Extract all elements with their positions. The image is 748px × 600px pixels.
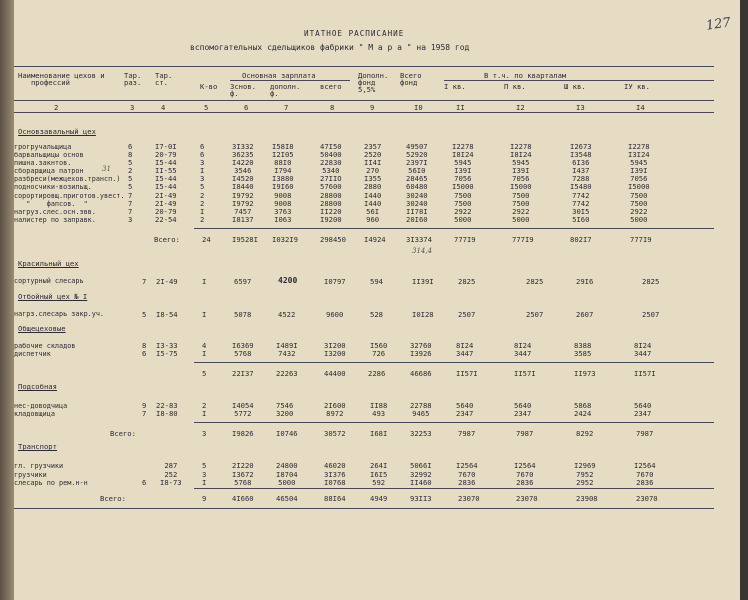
total-dfond: I68I bbox=[370, 429, 388, 438]
section-rows-labels: рабочие складов диспетчик bbox=[14, 342, 76, 358]
cell-vsego: 9600 bbox=[326, 310, 344, 319]
header-name: Наименование цехов и профессий bbox=[18, 71, 105, 88]
total-vsego: 298450 bbox=[320, 235, 346, 244]
total-q4: 7987 bbox=[636, 429, 654, 438]
col-dfond: I560 726 bbox=[370, 341, 388, 358]
book-binding bbox=[0, 0, 14, 600]
cell-razr: 7 bbox=[142, 277, 147, 286]
col-kvo: 6 6 3 I 3 5 2 2 I 2 bbox=[200, 142, 205, 224]
col-q1: 5640 2347 bbox=[456, 401, 474, 418]
header-top-rule bbox=[14, 66, 714, 67]
col-kvo: 4 I bbox=[202, 341, 207, 358]
header-quarters-group: В т.ч. по кварталам bbox=[484, 71, 567, 80]
total-osn: 22I37 bbox=[232, 369, 254, 378]
col-q1: 8I24 3447 bbox=[456, 341, 474, 358]
total-label: Всего: bbox=[100, 494, 126, 503]
total-dfond: I4924 bbox=[364, 235, 386, 244]
colnum: 4 bbox=[161, 103, 166, 112]
total-q2: 7987 bbox=[516, 429, 534, 438]
total-vsego: 88I64 bbox=[324, 494, 346, 503]
cell-dfond: 528 bbox=[370, 310, 383, 319]
cell-q4: 2825 bbox=[642, 277, 660, 286]
col-q1: I2278 I8I24 5945 I39I 7056 I5000 7500 7500 2922 5000 bbox=[452, 142, 474, 224]
cell-fond: II39I bbox=[412, 277, 434, 286]
col-dfond: II88 493 bbox=[370, 401, 388, 418]
col-q4: 8I24 3447 bbox=[634, 341, 652, 358]
total-q3: 23908 bbox=[576, 494, 598, 503]
cell-osn: 5078 bbox=[234, 310, 252, 319]
total-q2: 23070 bbox=[516, 494, 538, 503]
col-razr: 9 7 bbox=[142, 401, 147, 418]
document-subtitle: вспомогательных сдельщиков фабрики " М а р а " на 1958 год bbox=[190, 43, 470, 52]
cell-q2: 2507 bbox=[526, 310, 544, 319]
cell-dop: 4200 bbox=[278, 276, 298, 285]
colnum: I2 bbox=[516, 103, 525, 112]
col-kvo: 2 I bbox=[202, 401, 207, 418]
cell-razr: 5 bbox=[142, 310, 147, 319]
col-vsego: 47I50 50400 22830 5340 27IIO 57600 28800 28800 II220 I9200 bbox=[320, 142, 342, 224]
header-osn: Зснов. ф. bbox=[230, 82, 256, 99]
total-q1: 23070 bbox=[458, 494, 480, 503]
cell-q3: 29I6 bbox=[576, 277, 594, 286]
col-stav: I7-0I 20-79 I5-44 II-55 I5-44 I5-44 2I-49 2I-49 20-79 22-54 bbox=[155, 142, 177, 224]
total-rule bbox=[194, 488, 714, 489]
total-fond: 3I3374 bbox=[406, 235, 432, 244]
total-kvo: 24 bbox=[202, 235, 211, 244]
total-q4: 777I9 bbox=[630, 235, 652, 244]
header-dfond: Дополн. фонд 5,5% bbox=[358, 71, 389, 95]
colnum: 9 bbox=[370, 103, 375, 112]
col-stav: 22-83 I8-80 bbox=[156, 401, 178, 418]
handwritten-mark: 31 bbox=[102, 165, 111, 173]
total-q4: II57I bbox=[634, 369, 656, 378]
total-fond: 32253 bbox=[410, 429, 432, 438]
cell-stav: I8-54 bbox=[156, 310, 178, 319]
section-title: Отбойный цех № I bbox=[18, 292, 88, 301]
section-title: Основзавальный цех bbox=[18, 127, 96, 136]
cell-dop: 4522 bbox=[278, 310, 296, 319]
col-dfond: 2357 2520 II4I 270 I355 2880 I440 I440 56I 960 bbox=[364, 142, 382, 224]
cell-q1: 2825 bbox=[458, 277, 476, 286]
header-q2: П кв. bbox=[504, 82, 526, 91]
cell-q3: 2607 bbox=[576, 310, 594, 319]
section-rows-labels: грогручальщица барвальщицы основ пишна.закнтов. сборарщица патрон разбреси(межцехов.трансп.) подносчики-возильщ. сорортировщ.приготов.увест. " фапсов. " нагруз.слес.осн.эвв. налистер по заправк. bbox=[14, 143, 125, 224]
total-q3: 802I7 bbox=[570, 235, 592, 244]
total-dop: I032I9 bbox=[272, 235, 298, 244]
col-osn: I6369 5768 bbox=[232, 341, 254, 358]
total-kvo: 5 bbox=[202, 369, 207, 378]
col-q2: I2564 7670 2836 bbox=[514, 461, 536, 487]
row-label: сортурный слесарь bbox=[14, 277, 84, 285]
col-q4: 5640 2347 bbox=[634, 401, 652, 418]
cell-stav: 2I-49 bbox=[156, 277, 178, 286]
section-title: Подсобная bbox=[18, 382, 57, 391]
cell-fond: I0I28 bbox=[412, 310, 434, 319]
colnum: II bbox=[456, 103, 465, 112]
col-osn: I4054 5772 bbox=[232, 401, 254, 418]
section-rows-labels: гл. грузчики грузчики слесарь по рем.н-н bbox=[14, 462, 88, 487]
header-razr: Тар. раз. bbox=[124, 71, 142, 88]
total-rule bbox=[194, 362, 714, 363]
cell-kvo: I bbox=[202, 277, 207, 286]
col-q2: 5640 2347 bbox=[514, 401, 532, 418]
colnum: I4 bbox=[636, 103, 645, 112]
total-fond: 93II3 bbox=[410, 494, 432, 503]
col-q3: 5868 2424 bbox=[574, 401, 592, 418]
header-fond: Всего фонд bbox=[400, 71, 422, 88]
col-stav: 287 252 I8-73 bbox=[160, 461, 182, 487]
quarters-rule bbox=[444, 80, 714, 81]
cell-q4: 2507 bbox=[642, 310, 660, 319]
cell-dfond: 594 bbox=[370, 277, 383, 286]
cell-kvo: I bbox=[202, 310, 207, 319]
col-vsego: 3I200 I3200 bbox=[324, 341, 346, 358]
colnum: 2 bbox=[54, 103, 59, 112]
header-vsego: всего bbox=[320, 82, 342, 91]
col-fond: 5066I 32992 II460 bbox=[410, 461, 432, 487]
col-vsego: 46020 3I376 I0768 bbox=[324, 461, 346, 487]
total-rule bbox=[194, 228, 714, 229]
total-vsego: 30572 bbox=[324, 429, 346, 438]
header-basic-group: Основная зарплата bbox=[242, 71, 316, 80]
total-rule bbox=[194, 422, 714, 423]
header-q4: IУ кв. bbox=[624, 82, 650, 91]
cell-q2: 2825 bbox=[526, 277, 544, 286]
section-title: Транспорт bbox=[18, 442, 57, 451]
total-q2: 777I9 bbox=[512, 235, 534, 244]
col-dop: I58I8 I2I05 88I0 I794 I3880 I9I60 9008 9008 3763 I063 bbox=[272, 142, 294, 224]
section-title: Красильный цех bbox=[18, 259, 79, 268]
total-q1: 7987 bbox=[458, 429, 476, 438]
header-q3: Ш кв. bbox=[564, 82, 586, 91]
col-stav: I3-33 I5-75 bbox=[156, 341, 178, 358]
page-number: 127 bbox=[705, 15, 732, 34]
colnum: 6 bbox=[244, 103, 249, 112]
col-osn: 3I332 36235 I4220 3546 I4520 I8440 I9792 I9792 7457 I8137 bbox=[232, 142, 254, 224]
col-kvo: 5 3 I bbox=[202, 461, 207, 487]
total-q3: II973 bbox=[574, 369, 596, 378]
document-title: ИТАТНОЕ РАСПИСАНИЕ bbox=[304, 29, 405, 38]
col-q1: I2564 7670 2836 bbox=[456, 461, 478, 487]
col-razr: 8 6 bbox=[142, 341, 147, 358]
col-dop: 7546 3200 bbox=[276, 401, 294, 418]
header-kvo: К-во bbox=[200, 82, 218, 91]
document-page bbox=[14, 0, 740, 600]
header-dop: дополн. ф. bbox=[270, 82, 301, 99]
col-fond: 32760 I3926 bbox=[410, 341, 432, 358]
col-q3: I2969 7952 2952 bbox=[574, 461, 596, 487]
row-label: нагрз.слесарь закр.уч. bbox=[14, 310, 105, 318]
header-stav: Тар. ст. bbox=[155, 71, 173, 88]
total-osn: I9528I bbox=[232, 235, 258, 244]
col-razr: 6 bbox=[142, 478, 147, 487]
col-q4: I2278 I3I24 5945 I39I 7056 I5000 7500 7500 2922 5000 bbox=[628, 142, 650, 224]
total-q3: 8292 bbox=[576, 429, 594, 438]
colnum: I0 bbox=[414, 103, 423, 112]
cell-osn: 6597 bbox=[234, 277, 252, 286]
header-q1: I кв. bbox=[444, 82, 466, 91]
col-q4: I2564 7670 2836 bbox=[634, 461, 656, 487]
col-fond: 22788 9465 bbox=[410, 401, 432, 418]
total-dop: I0746 bbox=[276, 429, 298, 438]
section-rows-labels: нес-доводчица кладовщица bbox=[14, 402, 68, 418]
col-q3: 8388 3585 bbox=[574, 341, 592, 358]
total-kvo: 9 bbox=[202, 494, 207, 503]
col-dop: 24800 I8704 5000 bbox=[276, 461, 298, 487]
total-fond: 46686 bbox=[410, 369, 432, 378]
col-dop: I489I 7432 bbox=[276, 341, 298, 358]
col-vsego: 2I600 8972 bbox=[324, 401, 346, 418]
total-dfond: 2286 bbox=[368, 369, 386, 378]
total-osn: I9826 bbox=[232, 429, 254, 438]
total-kvo: 3 bbox=[202, 429, 207, 438]
total-osn: 4I660 bbox=[232, 494, 254, 503]
total-dop: 46504 bbox=[276, 494, 298, 503]
total-q4: 23070 bbox=[636, 494, 658, 503]
handwritten-note: 314,4 bbox=[412, 247, 433, 255]
bottom-rule bbox=[14, 508, 714, 509]
colnum: 3 bbox=[130, 103, 135, 112]
colnum: 5 bbox=[204, 103, 209, 112]
header-bottom-rule bbox=[14, 100, 714, 101]
total-dfond: 4949 bbox=[370, 494, 388, 503]
col-q2: I2278 I8I24 5945 I39I 7056 I5000 7500 7500 2922 5000 bbox=[510, 142, 532, 224]
total-label: Всего: bbox=[110, 429, 136, 438]
total-q1: 777I9 bbox=[454, 235, 476, 244]
cell-q1: 2507 bbox=[458, 310, 476, 319]
section-title: Общецеховые bbox=[18, 324, 66, 333]
total-dop: 22263 bbox=[276, 369, 298, 378]
basic-salary-rule bbox=[230, 80, 350, 81]
total-label: Всего: bbox=[154, 235, 180, 244]
total-q2: II57I bbox=[514, 369, 536, 378]
col-osn: 2I220 I3672 5768 bbox=[232, 461, 254, 487]
col-razr: 6 8 5 2 5 5 7 7 7 3 bbox=[128, 142, 133, 224]
col-dfond: 264I I6I5 592 bbox=[370, 461, 388, 487]
colnum: I3 bbox=[576, 103, 585, 112]
total-vsego: 44400 bbox=[324, 369, 346, 378]
colnum: 8 bbox=[330, 103, 335, 112]
numbers-rule bbox=[14, 112, 714, 113]
col-q2: 8I24 3447 bbox=[514, 341, 532, 358]
page-edge bbox=[740, 0, 748, 600]
col-q3: I2673 I3548 6I36 I437 7288 I5480 7742 7742 30I5 5I60 bbox=[570, 142, 592, 224]
colnum: 7 bbox=[284, 103, 289, 112]
cell-vsego: I0797 bbox=[324, 277, 346, 286]
total-q1: II57I bbox=[456, 369, 478, 378]
col-fond: 49507 52920 2397I 56I0 28465 60480 30240 30240 II78I 20I60 bbox=[406, 142, 428, 224]
